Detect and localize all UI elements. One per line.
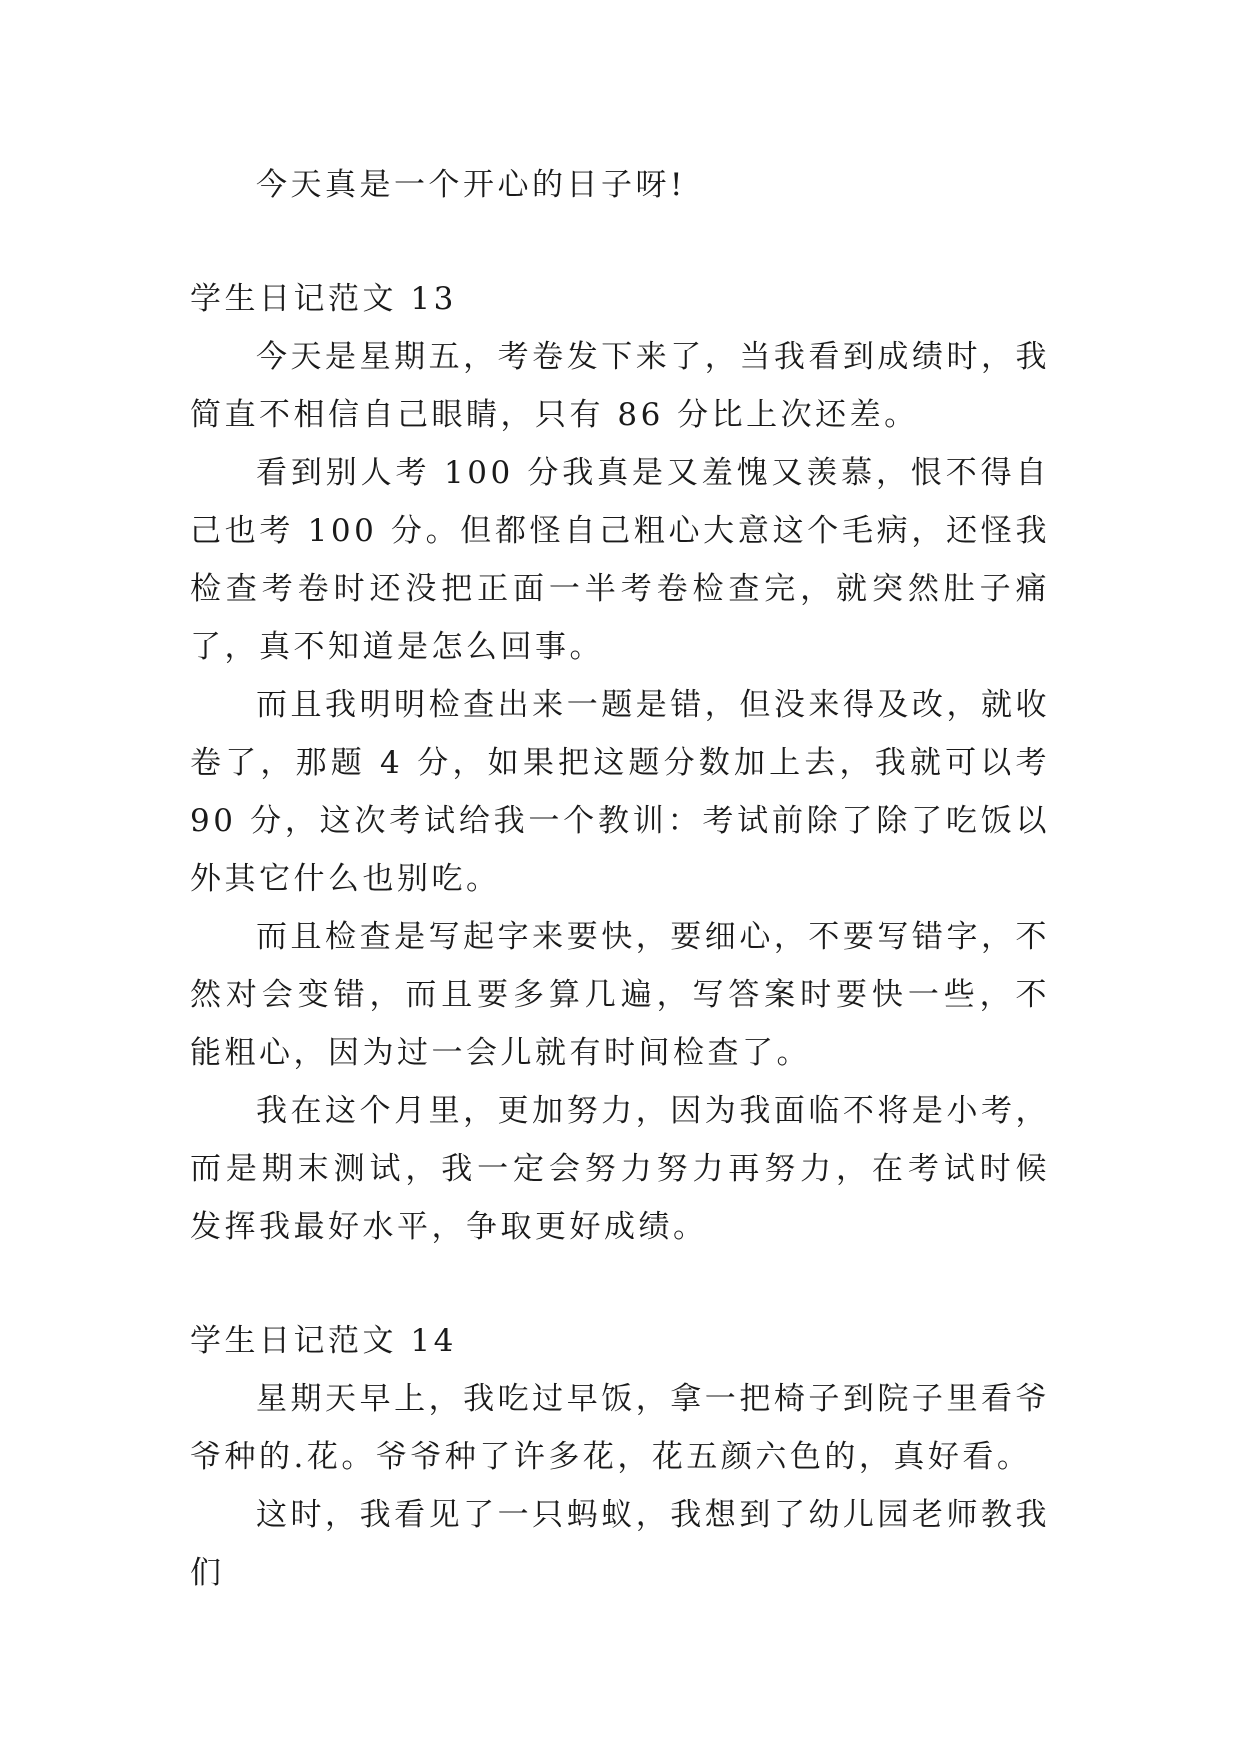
paragraph: 今天真是一个开心的日子呀! (256, 167, 686, 203)
paragraph: 我在这个月里，更加努力，因为我面临不将是小考，而是期末测试，我一定会努力努力再努力，在考试时候发挥我最好水平，争取更好成绩。 (190, 1093, 1050, 1245)
document-body (190, 156, 1050, 1602)
paragraph: 这时，我看见了一只蚂蚁，我想到了幼儿园老师教我们 (190, 1497, 1050, 1591)
paragraph: 而且检查是写起字来要快，要细心，不要写错字，不然对会变错，而且要多算几遍，写答案时要快一些，不能粗心，因为过一会儿就有时间检查了。 (190, 919, 1050, 1071)
section-spacer (190, 214, 1050, 270)
paragraph: 星期天早上，我吃过早饭，拿一把椅子到院子里看爷爷种的.花。爷爷种了许多花，花五颜六色的，真好看。 (190, 1381, 1050, 1475)
paragraph: 而且我明明检查出来一题是错，但没来得及改，就收卷了，那题 4 分，如果把这题分数加上去，我就可以考 90 分，这次考试给我一个教训：考试前除了除了吃饭以外其它什么也别吃。 (190, 687, 1050, 897)
paragraph: 今天是星期五，考卷发下来了，当我看到成绩时，我简直不相信自己眼睛，只有 86 分比上次还差。 (190, 339, 1050, 433)
section-heading: 学生日记范文 14 (190, 1323, 457, 1359)
paragraph: 看到别人考 100 分我真是又羞愧又羡慕，恨不得自己也考 100 分。但都怪自己粗心大意这个毛病，还怪我检查考卷时还没把正面一半考卷检查完，就突然肚子痛了，真不知道是怎么回事。 (190, 455, 1050, 665)
section-spacer (190, 1256, 1050, 1312)
section-heading: 学生日记范文 13 (190, 281, 457, 317)
